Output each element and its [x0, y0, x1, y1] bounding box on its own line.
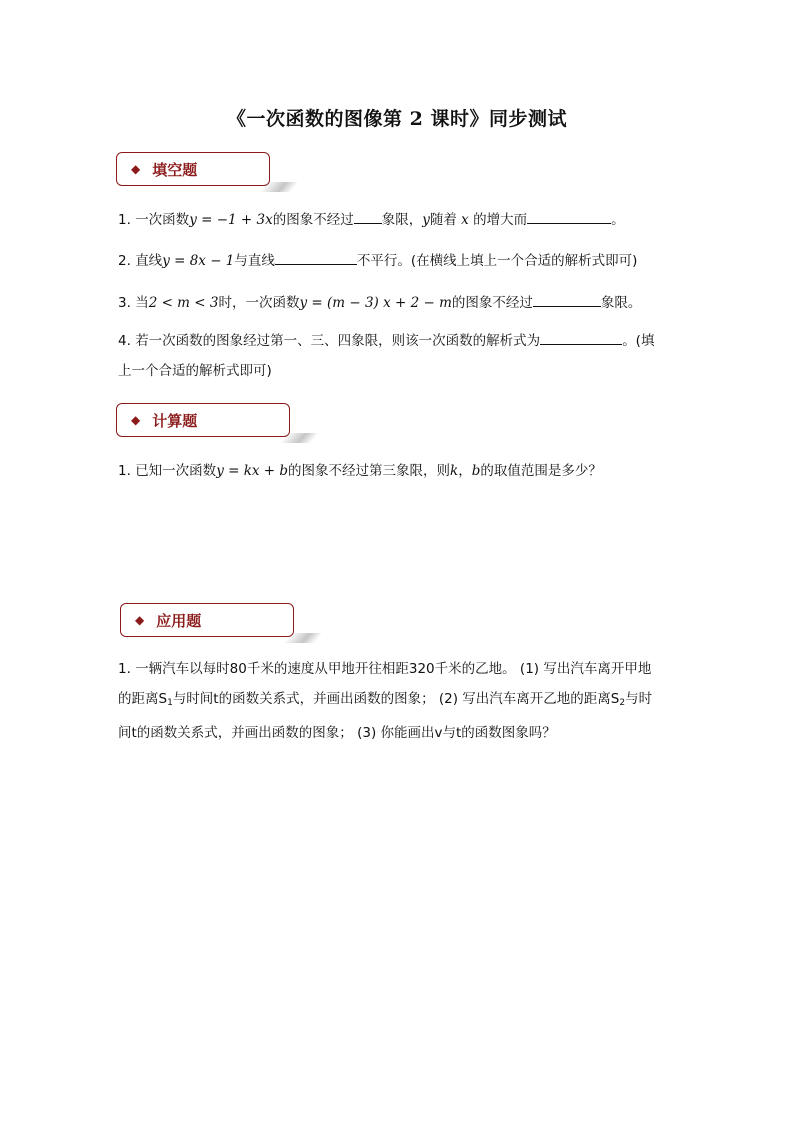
answer-blank: [540, 330, 622, 345]
answer-blank: [533, 292, 601, 307]
answer-blank: [275, 250, 357, 265]
question-calc-1: 1. 已知一次函数y = kx + b的图象不经过第三象限，则k，b的取值范围是多少？: [118, 463, 602, 479]
answer-blank: [354, 209, 382, 224]
section-label: 应用题: [156, 611, 202, 630]
section-label: 填空题: [152, 160, 198, 179]
question-fill-2: 2. 直线y = 8x − 1与直线 不平行。(在横线上填上一个合适的解析式即可): [118, 246, 678, 276]
question-app-1: 1. 一辆汽车以每时80千米的速度从甲地开往相距320千米的乙地。 (1) 写出汽车离开甲地 的距离$S_1$与时间t的函数关系式，并画出函数的图象； (2) 写出汽车离开乙地的距离$S_2$与时 间t的函数关系式，并画出函数的图象； (3) 你能画出v与t的函数图象吗？: [118, 661, 653, 741]
section-shadow: [284, 633, 321, 643]
section-box: [120, 603, 294, 637]
section-box: [116, 152, 270, 186]
answer-blank: [527, 209, 611, 224]
page-title: 《一次函数的图像第 2 课时》同步测试: [227, 108, 567, 130]
section-label: 计算题: [152, 411, 198, 430]
diamond-icon: ◆: [135, 613, 145, 627]
question-fill-1: 1. 一次函数y = −1 + 3x的图象不经过 象限，y随着 x 的增大而 。: [118, 205, 678, 235]
section-shadow: [260, 182, 297, 192]
section-shadow: [280, 433, 317, 443]
diamond-icon: ◆: [131, 413, 141, 427]
question-fill-4: 4. 若一次函数的图象经过第一、三、四象限，则该一次函数的解析式为 。(填 上一个合适的解析式即可): [118, 326, 678, 386]
question-fill-3: 3. 当2 < m < 3时，一次函数y = (m − 3) x + 2 − m的图象不经过 象限。: [118, 288, 678, 318]
diamond-icon: ◆: [131, 162, 141, 176]
section-box: [116, 403, 290, 437]
